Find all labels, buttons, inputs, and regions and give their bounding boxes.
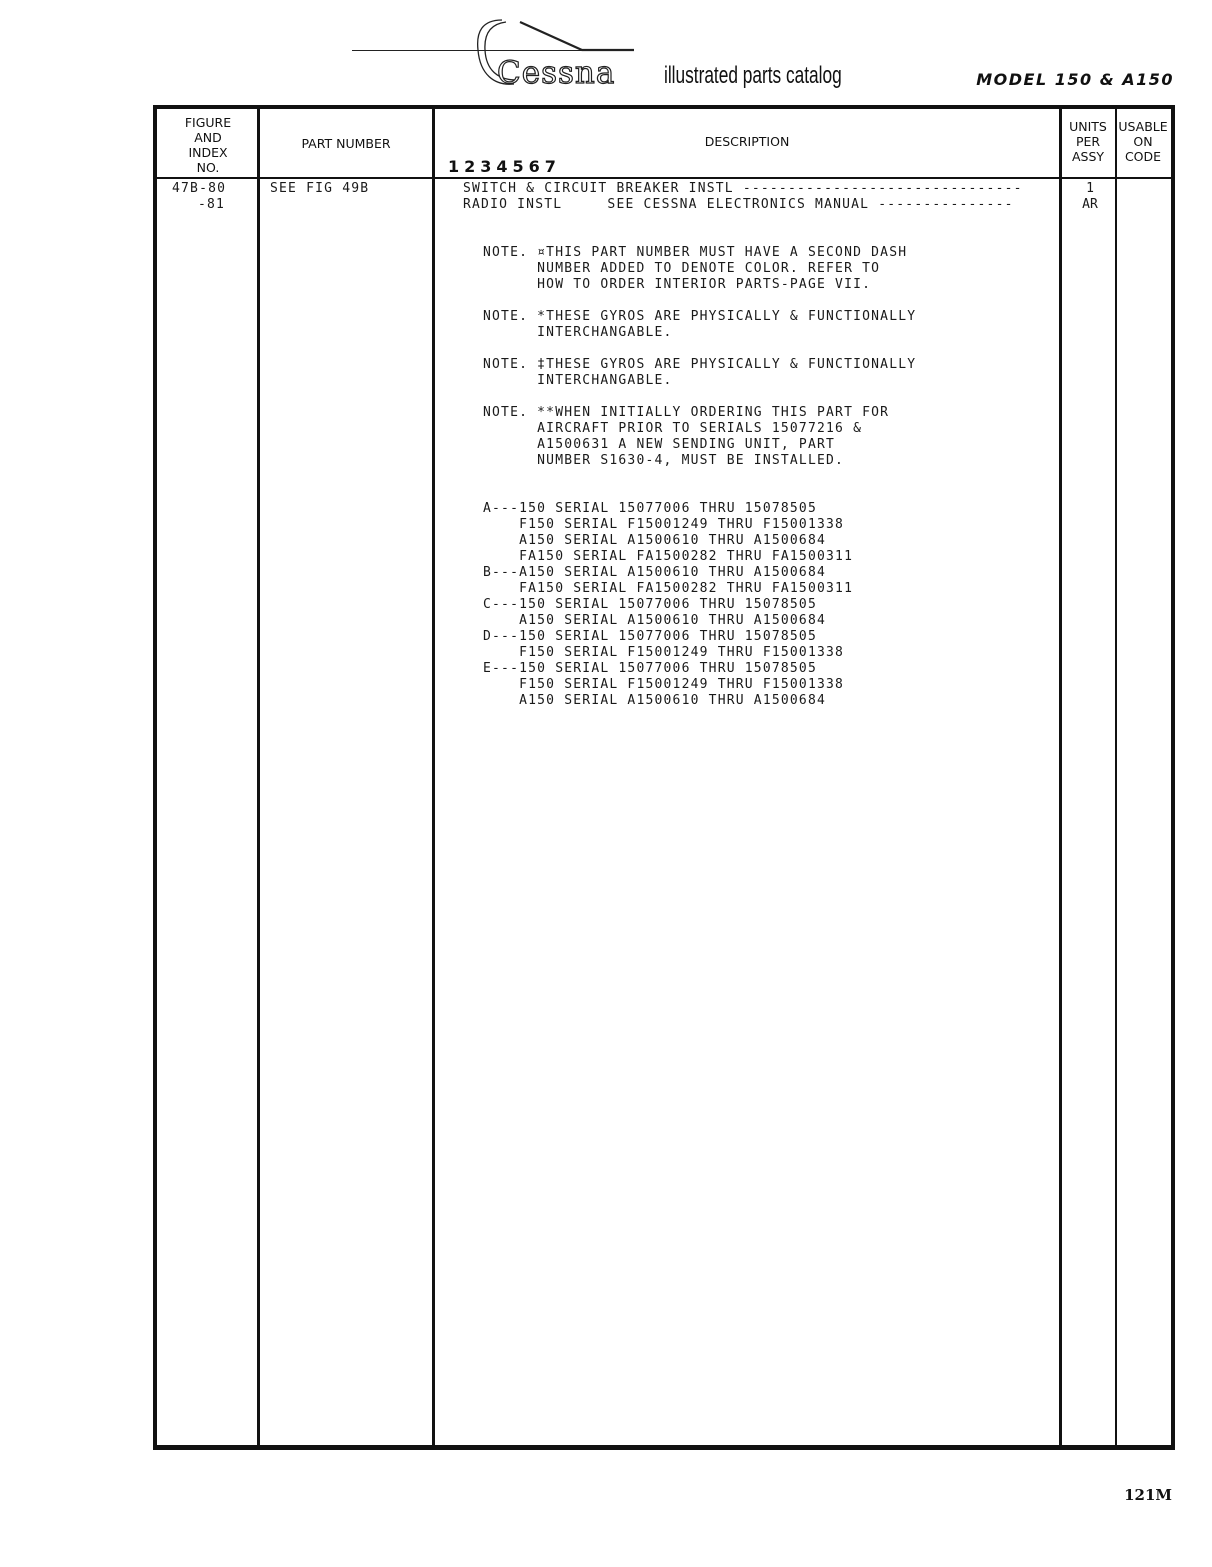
column-divider <box>432 105 435 1450</box>
page-number: 121M <box>1124 1486 1172 1504</box>
note-color-dash: NOTE. ¤THIS PART NUMBER MUST HAVE A SECOND DASH NUMBER ADDED TO DENOTE COLOR. REFER TO HOW TO ORDER INTERIOR PARTS-PAGE VII. <box>483 245 908 292</box>
units-cell: 1 <box>1086 181 1094 196</box>
units-per-assy-header: UNITS PER ASSY <box>1069 119 1107 164</box>
brand-name: Cessna <box>497 55 616 91</box>
description-cell: RADIO INSTL SEE CESSNA ELECTRONICS MANUAL --------------- <box>463 197 1014 212</box>
figure-index-cell: 47B-80 <box>172 181 227 196</box>
column-divider <box>257 105 260 1450</box>
column-divider <box>1115 105 1117 1450</box>
note-gyros-interchangeable: NOTE. *THESE GYROS ARE PHYSICALLY & FUNCTIONALLY INTERCHANGABLE. <box>483 309 917 340</box>
part-number-header: PART NUMBER <box>301 136 391 151</box>
part-number-cell: SEE FIG 49B <box>270 181 370 196</box>
parts-table <box>153 105 1175 1450</box>
description-header: DESCRIPTION <box>704 134 790 149</box>
figure-index-cell: -81 <box>198 197 226 212</box>
serial-effectivity-codes: A---150 SERIAL 15077006 THRU 15078505 F150 SERIAL F15001249 THRU F15001338 A150 SERIAL A1500610 THRU A1500684 FA150 SERIAL FA1500282 THRU FA1500311 B---A150 SERIAL A1500610 THRU A1500684 FA150 SERIAL FA1500282 THRU FA1500311 C---150 SERIAL 15077006 THRU 15078505 A150 SERIAL A1500610 THRU A1500684 D---150 SERIAL 15077006 THRU 15078505 F150 SERIAL F15001249 THRU F15001338 E---150 SERIAL 15077006 THRU 15078505 F150 SERIAL F15001249 THRU F15001338 A150 SERIAL A1500610 THRU A1500684 <box>483 501 854 708</box>
column-divider <box>1059 105 1062 1450</box>
note-sending-unit: NOTE. **WHEN INITIALLY ORDERING THIS PART FOR AIRCRAFT PRIOR TO SERIALS 15077216 & A1500631 A NEW SENDING UNIT, PART NUMBER S1630-4, MUST BE INSTALLED. <box>483 405 890 468</box>
note-gyros-interchangeable: NOTE. ‡THESE GYROS ARE PHYSICALLY & FUNCTIONALLY INTERCHANGABLE. <box>483 357 917 388</box>
catalog-title: illustrated parts catalog <box>664 62 842 89</box>
units-cell: AR <box>1082 197 1098 212</box>
usable-on-code-header: USABLE ON CODE <box>1118 119 1168 164</box>
model-title: MODEL 150 & A150 <box>976 70 1174 89</box>
indent-level-digits: 1234567 <box>448 157 561 176</box>
header-row-divider <box>153 177 1175 179</box>
description-cell: SWITCH & CIRCUIT BREAKER INSTL ------------------------------- <box>463 181 1023 196</box>
figure-index-header: FIGURE AND INDEX NO. <box>184 115 232 175</box>
